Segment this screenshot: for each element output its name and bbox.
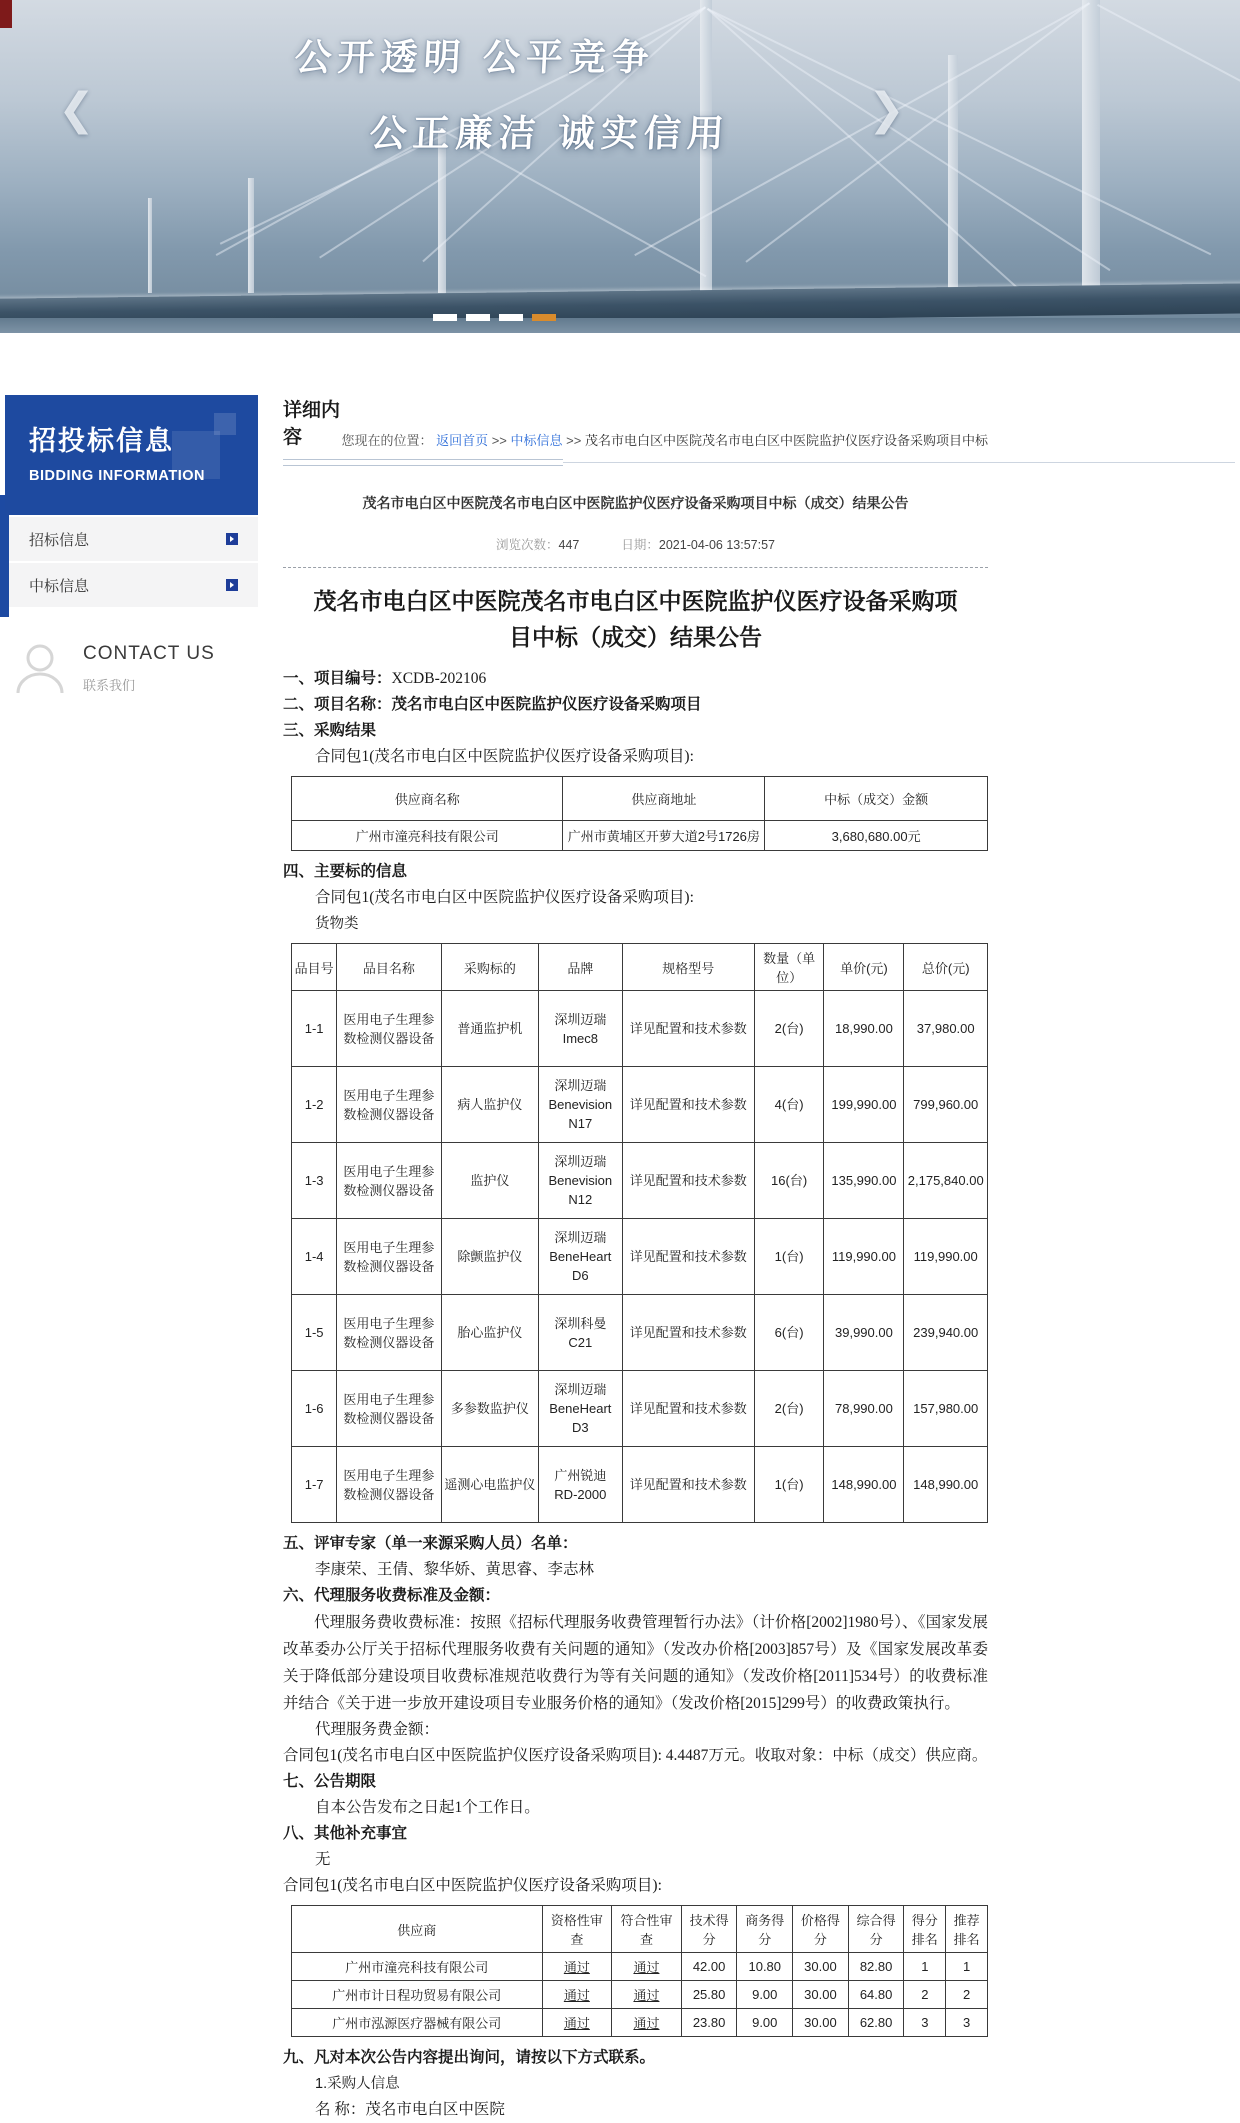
table-cell: 30.00 (793, 1981, 849, 2009)
dashed-divider (283, 567, 988, 568)
table-cell: 1(台) (754, 1447, 824, 1523)
table-cell: 148,990.00 (824, 1447, 904, 1523)
table-cell: 25.80 (681, 1981, 737, 2009)
column-header: 供应商名称 (292, 777, 563, 821)
section-project-name: 二、项目名称：茂名市电白区中医院监护仪医疗设备采购项目 (283, 696, 702, 713)
table-cell: 医用电子生理参数检测仪器设备 (337, 991, 441, 1067)
section-experts: 五、评审专家（单一来源采购人员）名单： (283, 1535, 578, 1552)
contact-texts (83, 643, 215, 694)
table-cell: 医用电子生理参数检测仪器设备 (337, 1295, 441, 1371)
table-cell: 64.80 (848, 1981, 904, 2009)
table-cell: 深圳迈瑞 BeneHeart D3 (539, 1371, 623, 1447)
table-cell: 1(台) (754, 1219, 824, 1295)
table-cell: 医用电子生理参数检测仪器设备 (337, 1371, 441, 1447)
sidebar-title: 招投标信息 (29, 426, 174, 456)
table-cell: 详见配置和技术参数 (622, 1143, 754, 1219)
table-cell: 119,990.00 (824, 1219, 904, 1295)
sidebar-header (5, 395, 258, 515)
main-content (283, 395, 988, 2123)
bridge-pylon (148, 198, 152, 293)
bridge-cable (1097, 4, 1240, 147)
table-cell: 9.00 (737, 1981, 793, 2009)
purchaser-name: 名 称：茂名市电白区中医院 (315, 2101, 505, 2118)
table-cell: 1-2 (292, 1067, 337, 1143)
table-cell: 148,990.00 (904, 1447, 988, 1523)
table-cell: 通过 (612, 1953, 682, 1981)
carousel-indicators (433, 314, 556, 321)
breadcrumb-separator: >> (566, 433, 582, 448)
water (0, 318, 1240, 333)
table-cell: 42.00 (681, 1953, 737, 1981)
table-cell: 医用电子生理参数检测仪器设备 (337, 1447, 441, 1523)
table-cell: 1-1 (292, 991, 337, 1067)
article-title: 茂名市电白区中医院茂名市电白区中医院监护仪医疗设备采购项目中标（成交）结果公告 (313, 589, 958, 650)
breadcrumb-current: 茂名市电白区中医院茂名市电白区中医院监护仪医疗设备采购项目中标 (584, 433, 988, 448)
carousel-indicator-active[interactable] (532, 314, 556, 321)
table-cell: 通过 (542, 2009, 612, 2037)
table-cell: 医用电子生理参数检测仪器设备 (337, 1067, 441, 1143)
table-cell: 1-3 (292, 1143, 337, 1219)
agency-fee-amount: 合同包1(茂名市电白区中医院监护仪医疗设备采购项目): 4.4487万元。收取对象：中标（成交）供应商。 (283, 1747, 988, 1764)
table-cell: 199,990.00 (824, 1067, 904, 1143)
table-cell: 详见配置和技术参数 (622, 991, 754, 1067)
table-cell: 详见配置和技术参数 (622, 1447, 754, 1523)
column-header: 得分排名 (904, 1906, 946, 1953)
table-cell: 通过 (542, 1981, 612, 2009)
column-header: 单价(元) (824, 944, 904, 991)
package-line: 合同包1(茂名市电白区中医院监护仪医疗设备采购项目): (315, 889, 694, 906)
table-cell: 遥测心电监护仪 (441, 1447, 538, 1523)
section-project-number (283, 666, 988, 692)
score-table (291, 1905, 988, 2037)
bridge-pylon (948, 55, 958, 293)
table-cell: 119,990.00 (904, 1219, 988, 1295)
table-row (292, 1067, 988, 1143)
sidebar-item-label: 中标信息 (29, 577, 90, 595)
column-header: 资格性审查 (542, 1906, 612, 1953)
contact-block[interactable] (5, 637, 258, 699)
date-value: 2021-04-06 13:57:57 (658, 538, 775, 552)
table-cell: 2 (946, 1981, 988, 2009)
table-row (292, 1371, 988, 1447)
arrow-right-icon (226, 533, 238, 545)
table-cell: 1-7 (292, 1447, 337, 1523)
project-number-label: 一、项目编号： (283, 670, 392, 687)
section-other-matters: 八、其他补充事宜 (283, 1825, 408, 1842)
content-header (283, 395, 988, 463)
table-cell: 1-6 (292, 1371, 337, 1447)
column-header: 商务得分 (737, 1906, 793, 1953)
table-cell: 深圳迈瑞 Benevision N17 (539, 1067, 623, 1143)
table-cell: 详见配置和技术参数 (622, 1371, 754, 1447)
section-procurement-result: 三、采购结果 (283, 722, 377, 739)
table-row (292, 1219, 988, 1295)
table-cell: 799,960.00 (904, 1067, 988, 1143)
table-cell: 详见配置和技术参数 (622, 1067, 754, 1143)
table-cell: 深圳迈瑞 Benevision N12 (539, 1143, 623, 1219)
table-cell: 62.80 (848, 2009, 904, 2037)
contact-subtitle: 联系我们 (83, 677, 136, 693)
table-cell: 广州市潼亮科技有限公司 (292, 821, 563, 851)
date-label: 日期： (621, 538, 659, 552)
carousel-indicator[interactable] (499, 314, 523, 321)
table-cell: 1-4 (292, 1219, 337, 1295)
article-meta (283, 535, 988, 553)
breadcrumb-home-link[interactable]: 返回首页 (436, 433, 489, 448)
table-cell: 82.80 (848, 1953, 904, 1981)
table-cell: 9.00 (737, 2009, 793, 2037)
table-cell: 16(台) (754, 1143, 824, 1219)
table-cell: 2(台) (754, 991, 824, 1067)
sidebar-item-label: 招标信息 (29, 531, 90, 549)
breadcrumb-category-link[interactable]: 中标信息 (510, 433, 563, 448)
agency-fee-amount-label: 代理服务费金额： (315, 1721, 440, 1738)
agency-fee-paragraph: 代理服务费收费标准：按照《招标代理服务收费管理暂行办法》（计价格[2002]1980号）、《国家发展改革委办公厅关于招标代理服务收费有关问题的通知》（发改办价格[2003]857号）及《国家发展改革委关于降低部分建设项目收费标准规范收费行为等有关问题的通知》（发改价格[2011]534号）的收费标准并结合《关于进一步放开建设项目专业服务价格的通知》（发改价格[2015]299号）的收费政策执行。 (283, 1614, 988, 1712)
table-cell: 广州锐迪 RD-2000 (539, 1447, 623, 1523)
section-agency-fee: 六、代理服务收费标准及金额： (283, 1587, 501, 1604)
table-cell: 157,980.00 (904, 1371, 988, 1447)
arrow-right-icon (226, 579, 238, 591)
carousel-indicator[interactable] (433, 314, 457, 321)
table-cell: 病人监护仪 (441, 1067, 538, 1143)
breadcrumb (341, 430, 988, 449)
sidebar-item-award-info[interactable] (5, 563, 258, 609)
table-row (292, 1143, 988, 1219)
hero-banner (0, 0, 1240, 333)
package-line: 合同包1(茂名市电白区中医院监护仪医疗设备采购项目): (283, 1877, 662, 1894)
sidebar-menu (5, 517, 258, 609)
table-cell: 3 (946, 2009, 988, 2037)
table-cell: 4(台) (754, 1067, 824, 1143)
carousel-indicator[interactable] (466, 314, 490, 321)
decor-square-icon (172, 431, 220, 479)
section-contact-info: 九、凡对本次公告内容提出询问，请按以下方式联系。 (283, 2049, 656, 2066)
section-announcement-period: 七、公告期限 (283, 1773, 377, 1790)
table-cell: 37,980.00 (904, 991, 988, 1067)
column-header: 供应商 (292, 1906, 543, 1953)
table-cell: 30.00 (793, 2009, 849, 2037)
table-cell: 广州市计日程功贸易有限公司 (292, 1981, 543, 2009)
column-header: 品目号 (292, 944, 337, 991)
table-cell: 详见配置和技术参数 (622, 1295, 754, 1371)
table-cell: 239,940.00 (904, 1295, 988, 1371)
column-header: 供应商地址 (563, 777, 765, 821)
table-cell: 通过 (542, 1953, 612, 1981)
column-header: 品目名称 (337, 944, 441, 991)
carousel-next-icon[interactable]: ❯ (868, 84, 905, 135)
table-cell: 2,175,840.00 (904, 1143, 988, 1219)
table-cell: 通过 (612, 2009, 682, 2037)
table-row (292, 2009, 988, 2037)
views-count: 447 (558, 538, 580, 552)
table-cell: 详见配置和技术参数 (622, 1219, 754, 1295)
contact-title: CONTACT US (83, 642, 215, 664)
table-row (292, 1953, 988, 1981)
corner-artifact (0, 0, 12, 28)
column-header: 符合性审查 (612, 1906, 682, 1953)
table-cell: 30.00 (793, 1953, 849, 1981)
column-header: 推荐排名 (946, 1906, 988, 1953)
table-cell: 2 (904, 1981, 946, 2009)
column-header: 中标（成交）金额 (765, 777, 988, 821)
table-cell: 多参数监护仪 (441, 1371, 538, 1447)
page-body (0, 395, 1240, 2123)
table-cell: 通过 (612, 1981, 682, 2009)
table-cell: 广州市潼亮科技有限公司 (292, 1953, 543, 1981)
table-cell: 135,990.00 (824, 1143, 904, 1219)
column-header: 规格型号 (622, 944, 754, 991)
column-header: 品牌 (539, 944, 623, 991)
table-row (292, 991, 988, 1067)
table-cell: 广州市黄埔区开萝大道2号1726房 (563, 821, 765, 851)
breadcrumb-separator: >> (491, 433, 507, 448)
column-header: 技术得分 (681, 1906, 737, 1953)
announcement-period-text: 自本公告发布之日起1个工作日。 (315, 1799, 540, 1816)
column-header: 数量（单位） (754, 944, 824, 991)
table-cell: 1-5 (292, 1295, 337, 1371)
breadcrumb-prefix: 您现在的位置： (341, 433, 433, 448)
table-cell: 2(台) (754, 1371, 824, 1447)
table-cell: 除颤监护仪 (441, 1219, 538, 1295)
table-row (292, 821, 988, 851)
column-header: 总价(元) (904, 944, 988, 991)
table-cell: 23.80 (681, 2009, 737, 2037)
table-cell: 18,990.00 (824, 991, 904, 1067)
section-main-subject-info: 四、主要标的信息 (283, 863, 408, 880)
result-table (291, 776, 988, 851)
package-line: 合同包1(茂名市电白区中医院监护仪医疗设备采购项目): (315, 748, 694, 765)
sidebar-item-bidding-info[interactable] (5, 517, 258, 563)
table-cell: 胎心监护仪 (441, 1295, 538, 1371)
table-cell: 1 (904, 1953, 946, 1981)
column-header: 采购标的 (441, 944, 538, 991)
column-header: 综合得分 (848, 1906, 904, 1953)
goods-type-label: 货物类 (315, 916, 359, 932)
table-cell: 1 (946, 1953, 988, 1981)
page-title: 详细内容 (283, 400, 341, 448)
table-cell: 监护仪 (441, 1143, 538, 1219)
table-row (292, 1295, 988, 1371)
table-row (292, 1447, 988, 1523)
table-row (292, 1981, 988, 2009)
purchaser-info-label: 1.采购人信息 (315, 2076, 400, 2092)
table-cell: 广州市泓源医疗器械有限公司 (292, 2009, 543, 2037)
banner-slogan-line-2: 公正廉洁 诚实信用 (368, 113, 732, 154)
banner-slogan-line-1: 公开透明 公平竞争 (293, 37, 657, 78)
table-cell: 深圳迈瑞 BeneHeart D6 (539, 1219, 623, 1295)
table-cell: 普通监护机 (441, 991, 538, 1067)
carousel-prev-icon[interactable]: ❮ (58, 84, 95, 135)
table-cell: 医用电子生理参数检测仪器设备 (337, 1143, 441, 1219)
goods-table (291, 943, 988, 1523)
table-cell: 3 (904, 2009, 946, 2037)
other-matters-text: 无 (315, 1851, 331, 1868)
bridge-pylon (1082, 0, 1100, 293)
person-icon (9, 637, 71, 699)
views-label: 浏览次数： (496, 538, 559, 552)
table-cell: 10.80 (737, 1953, 793, 1981)
article-subtitle: 茂名市电白区中医院茂名市电白区中医院监护仪医疗设备采购项目中标（成交）结果公告 (362, 495, 909, 511)
article-body (283, 584, 988, 2123)
project-number-value: XCDB-202106 (391, 670, 487, 687)
table-cell: 深圳科曼 C21 (539, 1295, 623, 1371)
table-cell: 医用电子生理参数检测仪器设备 (337, 1219, 441, 1295)
table-cell: 3,680,680.00元 (765, 821, 988, 851)
table-cell: 深圳迈瑞 Imec8 (539, 991, 623, 1067)
table-cell: 78,990.00 (824, 1371, 904, 1447)
column-header: 价格得分 (793, 1906, 849, 1953)
sidebar-subtitle: BIDDING INFORMATION (29, 468, 205, 484)
experts-names: 李康荣、王倩、黎华娇、黄思睿、李志林 (315, 1561, 595, 1578)
sidebar (5, 395, 258, 699)
table-cell: 39,990.00 (824, 1295, 904, 1371)
table-cell: 6(台) (754, 1295, 824, 1371)
